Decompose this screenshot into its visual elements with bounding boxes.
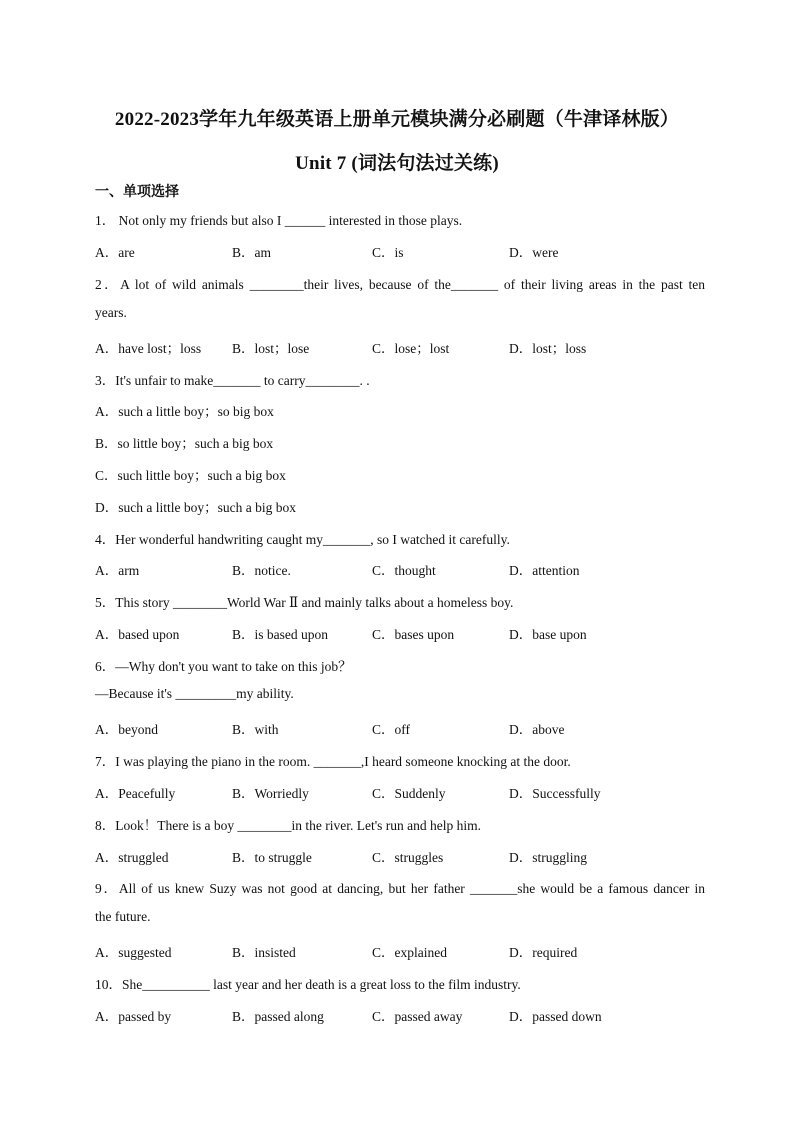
- question-9-stem: 9．All of us knew Suzy was not good at dancing, but her father _______she would be a famous dancer in: [95, 881, 705, 896]
- option-d: D．attention: [509, 563, 580, 578]
- option-a: A．are: [95, 245, 135, 260]
- question-2-options: [95, 337, 705, 357]
- option-b: B．is based upon: [232, 627, 328, 642]
- option-c: C．explained: [372, 945, 447, 960]
- option-c: C．such little boy；such a big box: [95, 468, 286, 483]
- question-4-options: [95, 559, 705, 579]
- option-a: A．suggested: [95, 945, 172, 960]
- option-a: A．Peacefully: [95, 786, 176, 801]
- question-1-stem: 1． Not only my friends but also I ______ interested in those plays.: [95, 213, 463, 228]
- question-6-stem: 6．—Why don't you want to take on this job？: [95, 659, 352, 674]
- option-d: D．such a little boy；such a big box: [95, 500, 296, 515]
- option-a: A．have lost；loss: [95, 341, 202, 356]
- question-5-stem: 5．This story ________World War Ⅱ and mainly talks about a homeless boy.: [95, 595, 514, 610]
- option-b: B．to struggle: [232, 850, 312, 865]
- option-c: C．Suddenly: [372, 786, 446, 801]
- option-d: D．base upon: [509, 627, 587, 642]
- option-c: C．is: [372, 245, 404, 260]
- option-b: B．notice.: [232, 563, 291, 578]
- option-d: D．lost；loss: [509, 341, 587, 356]
- option-c: C．bases upon: [372, 627, 455, 642]
- option-a: A．arm: [95, 563, 140, 578]
- question-6-stem-cont: —Because it's _________my ability.: [95, 686, 294, 701]
- question-2-stem: 2．A lot of wild animals ________their lives, because of the_______ of their living areas in the past ten: [95, 277, 705, 292]
- option-b: B．insisted: [232, 945, 296, 960]
- option-b: B．Worriedly: [232, 786, 309, 801]
- option-c: C．lose；lost: [372, 341, 450, 356]
- option-d: D．required: [509, 945, 578, 960]
- option-d: D．passed down: [509, 1009, 602, 1024]
- option-d: D．struggling: [509, 850, 588, 865]
- document-subtitle: Unit 7 (词法句法过关练): [295, 153, 499, 174]
- question-9-options: [95, 941, 705, 961]
- question-8-stem: 8．Look！There is a boy ________in the river. Let's run and help him.: [95, 818, 481, 833]
- option-c: C．off: [372, 722, 411, 737]
- question-5-options: [95, 623, 705, 643]
- section-heading: 一、单项选择: [95, 184, 179, 200]
- option-b: B．with: [232, 722, 279, 737]
- question-10-options: [95, 1005, 705, 1025]
- option-c: C．thought: [372, 563, 436, 578]
- option-b: B．passed along: [232, 1009, 324, 1024]
- option-b: B．lost；lose: [232, 341, 310, 356]
- question-2-stem-cont: years.: [95, 305, 127, 320]
- question-7-options: [95, 782, 705, 802]
- question-8-options: [95, 846, 705, 866]
- question-7-stem: 7．I was playing the piano in the room. _______,I heard someone knocking at the door.: [95, 754, 571, 769]
- question-3-stem: 3．It's unfair to make_______ to carry________. .: [95, 373, 370, 388]
- option-b: B．so little boy；such a big box: [95, 436, 274, 451]
- question-10-stem: 10．She__________ last year and her death is a great loss to the film industry.: [95, 977, 521, 992]
- option-a: A．struggled: [95, 850, 169, 865]
- option-d: D．Successfully: [509, 786, 601, 801]
- option-a: A．such a little boy；so big box: [95, 404, 274, 419]
- question-4-stem: 4．Her wonderful handwriting caught my_______, so I watched it carefully.: [95, 532, 510, 547]
- document-title: 2022-2023学年九年级英语上册单元模块满分必刷题（牛津译林版）: [114, 109, 680, 130]
- question-1-options: [95, 241, 705, 261]
- option-a: A．passed by: [95, 1009, 172, 1024]
- option-c: C．passed away: [372, 1009, 463, 1024]
- option-b: B．am: [232, 245, 271, 260]
- option-a: A．beyond: [95, 722, 158, 737]
- question-9-stem-cont: the future.: [95, 909, 151, 924]
- option-a: A．based upon: [95, 627, 180, 642]
- option-c: C．struggles: [372, 850, 444, 865]
- option-d: D．above: [509, 722, 565, 737]
- option-d: D．were: [509, 245, 559, 260]
- question-6-options: [95, 718, 705, 738]
